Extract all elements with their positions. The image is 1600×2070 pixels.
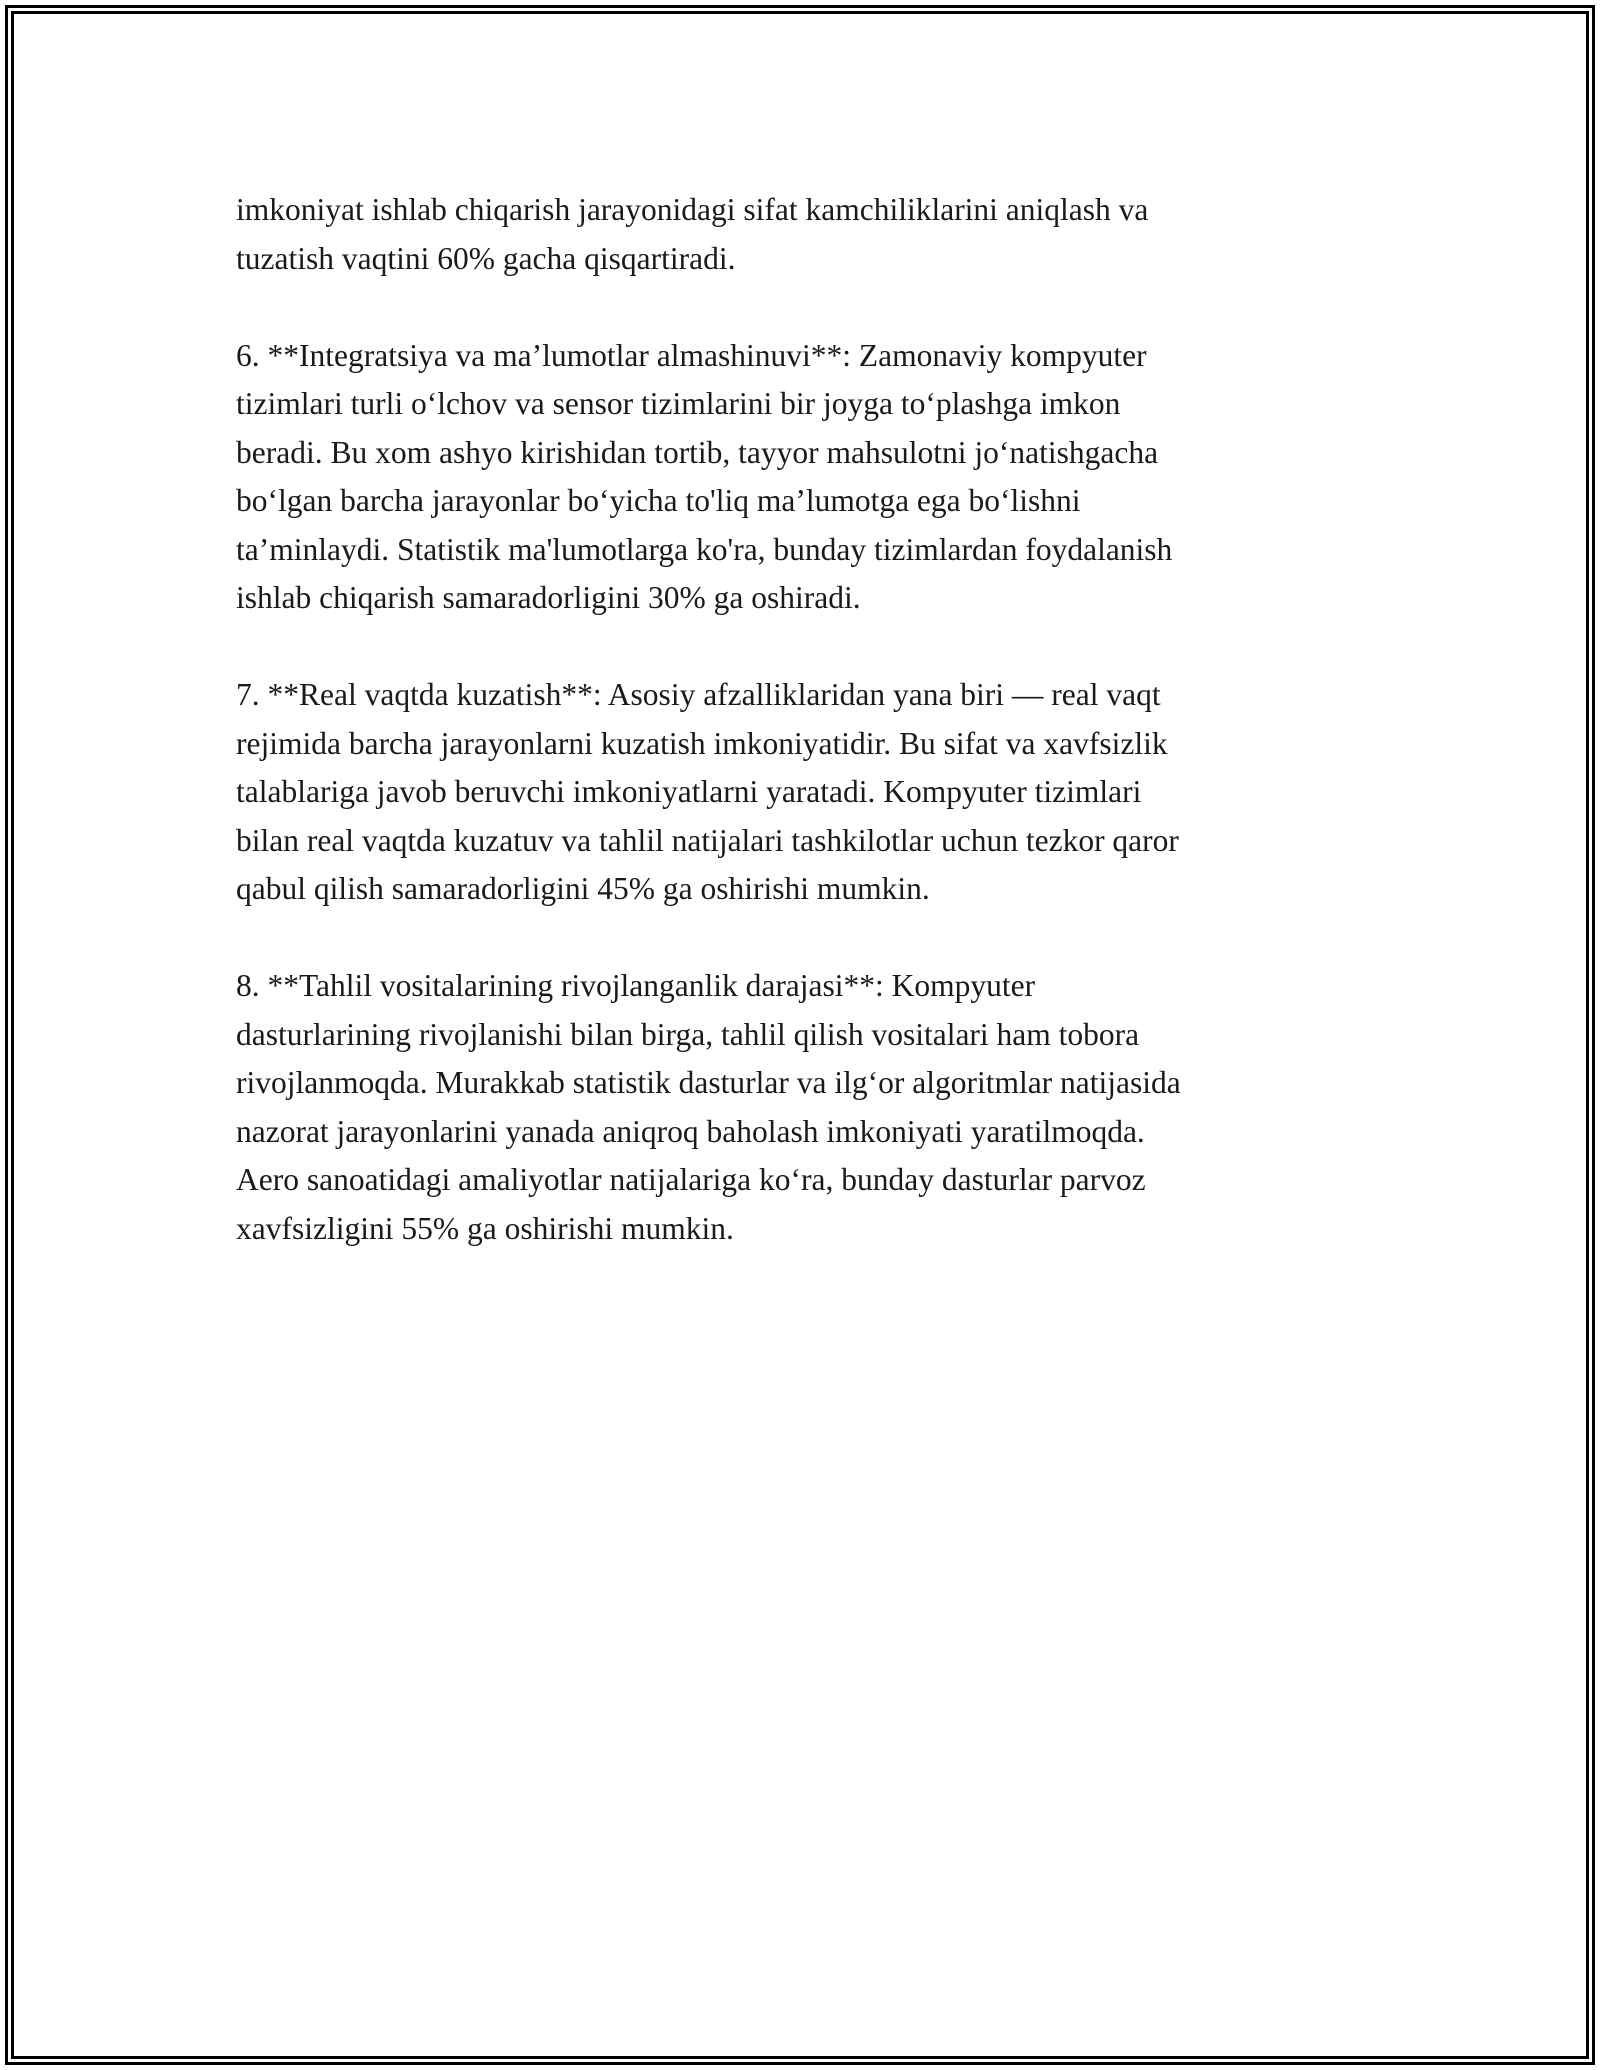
text-line: rivojlanmoqda. Murakkab statistik dasturlar va ilg‘or algoritmlar natijasida bbox=[236, 1065, 1181, 1100]
text-line: dasturlarining rivojlanishi bilan birga, tahlil qilish vositalari ham tobora bbox=[236, 1016, 1140, 1052]
text-line: ta’minlaydi. Statistik ma'lumotlarga ko'ra, bunday tizimlardan foydalanish bbox=[236, 531, 1173, 567]
text-line: bo‘lgan barcha jarayonlar bo‘yicha to'liq ma’lumotga ega bo‘lishni bbox=[236, 483, 1081, 518]
text-line: 7. **Real vaqtda kuzatish**: Asosiy afzalliklaridan yana biri — real vaqt bbox=[236, 677, 1161, 712]
paragraph-continuation bbox=[236, 186, 1366, 283]
text-line: 6. **Integratsiya va ma’lumotlar almashinuvi**: Zamonaviy kompyuter bbox=[236, 337, 1147, 373]
text-line: tuzatish vaqtini 60% gacha qisqartiradi. bbox=[236, 240, 736, 276]
text-line: imkoniyat ishlab chiqarish jarayonidagi sifat kamchiliklarini aniqlash va bbox=[236, 192, 1149, 227]
text-line: rejimida barcha jarayonlarni kuzatish imkoniyatidir. Bu sifat va xavfsizlik bbox=[236, 725, 1168, 761]
text-line: xavfsizligini 55% ga oshirishi mumkin. bbox=[236, 1210, 734, 1246]
text-line: nazorat jarayonlarini yanada aniqroq baholash imkoniyati yaratilmoqda. bbox=[236, 1113, 1145, 1149]
text-line: Aero sanoatidagi amaliyotlar natijalariga ko‘ra, bunday dasturlar parvoz bbox=[236, 1162, 1146, 1197]
paragraph-item-7 bbox=[236, 671, 1366, 914]
text-line: 8. **Tahlil vositalarining rivojlanganlik darajasi**: Kompyuter bbox=[236, 968, 1036, 1003]
text-line: ishlab chiqarish samaradorligini 30% ga oshiradi. bbox=[236, 580, 861, 615]
text-line: bilan real vaqtda kuzatuv va tahlil natijalari tashkilotlar uchun tezkor qaror bbox=[236, 822, 1179, 858]
paragraph-item-8 bbox=[236, 962, 1366, 1253]
text-line: tizimlari turli o‘lchov va sensor tizimlarini bir joyga to‘plashga imkon bbox=[236, 386, 1121, 421]
text-line: talablariga javob beruvchi imkoniyatlarni yaratadi. Kompyuter tizimlari bbox=[236, 774, 1142, 809]
text-line: qabul qilish samaradorligini 45% ga oshirishi mumkin. bbox=[236, 871, 930, 906]
text-line: beradi. Bu xom ashyo kirishidan tortib, tayyor mahsulotni jo‘natishgacha bbox=[236, 434, 1159, 470]
paragraph-item-6 bbox=[236, 332, 1366, 623]
page-content bbox=[236, 186, 1366, 1302]
